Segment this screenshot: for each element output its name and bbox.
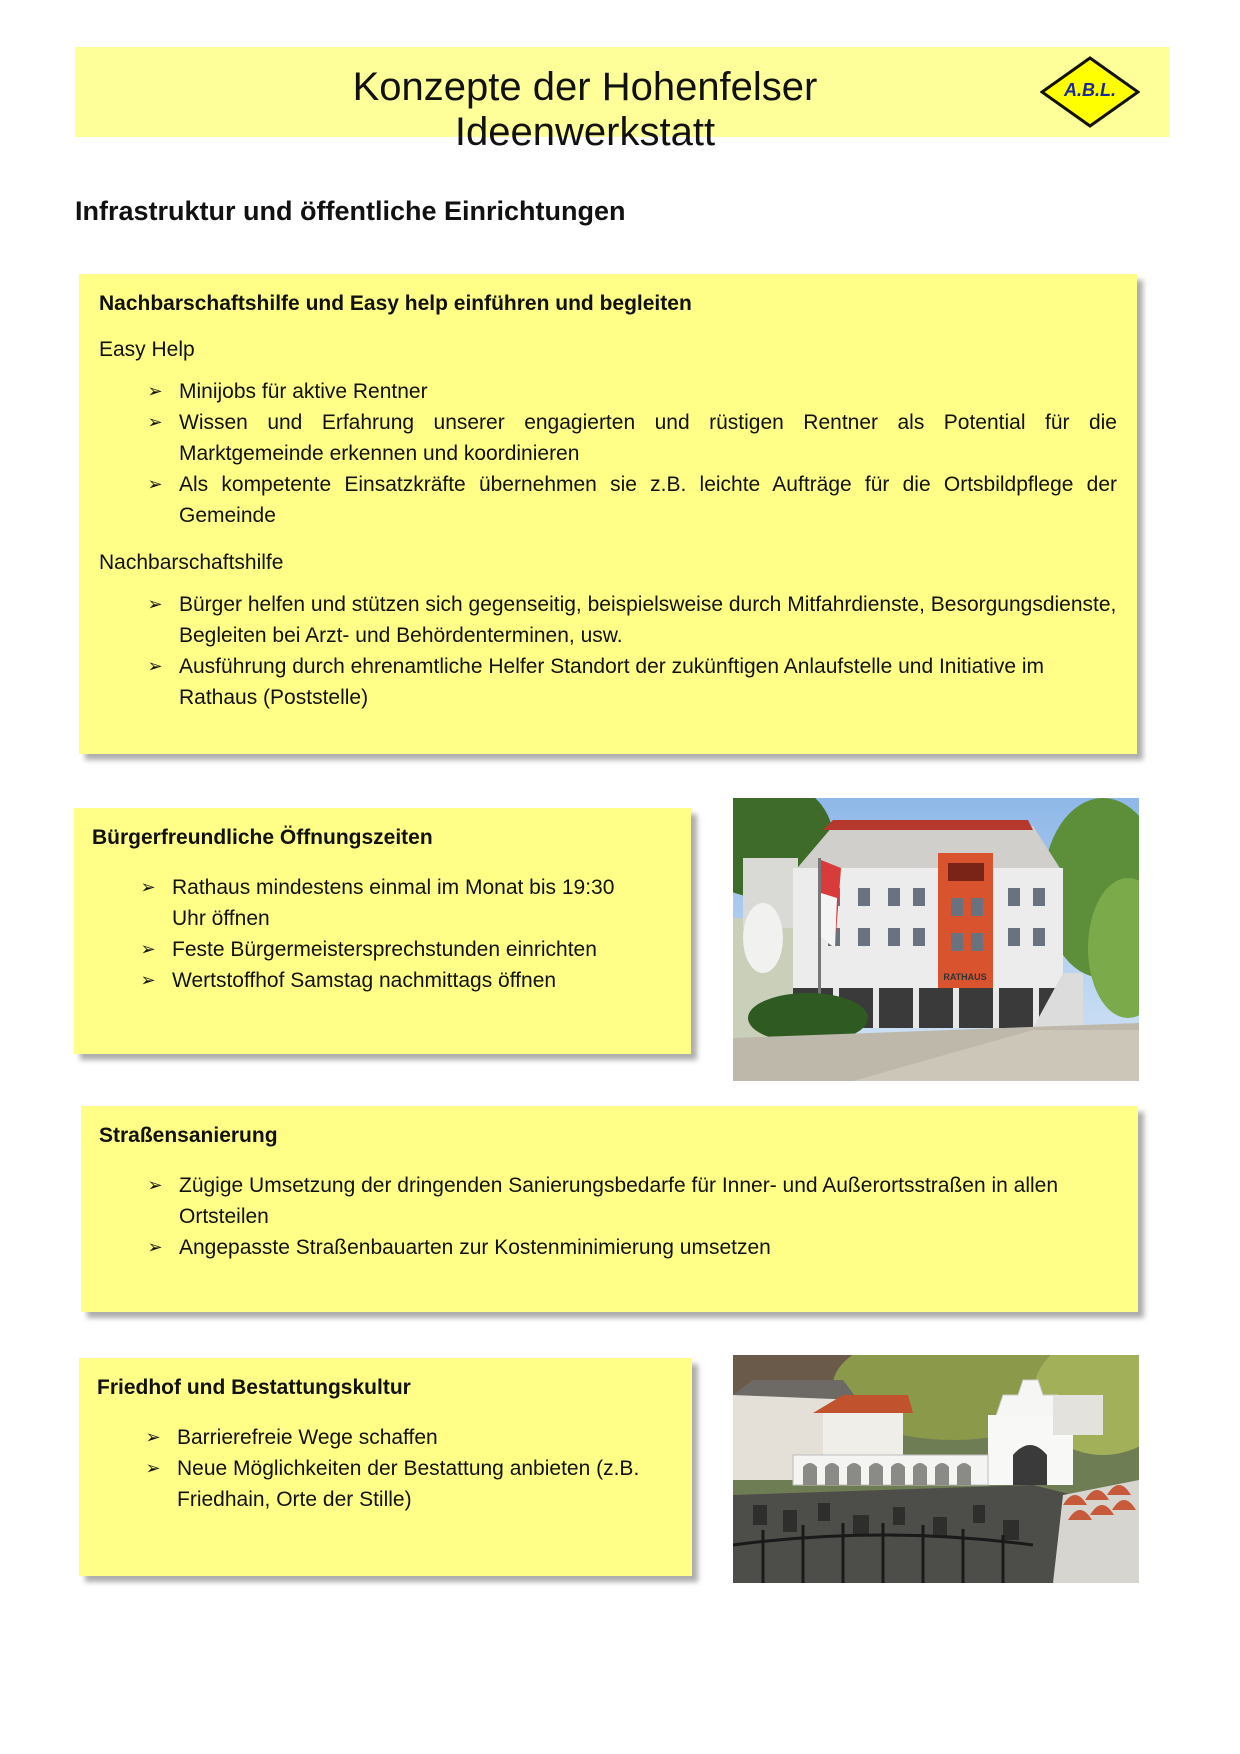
list-item: ➢ Minijobs für aktive Rentner: [139, 376, 1117, 407]
card-strassensanierung: [81, 1106, 1138, 1312]
list-item: ➢ Neue Möglichkeiten der Bestattung anbieten (z.B. Friedhain, Orte der Stille): [137, 1453, 647, 1515]
card-friedhof: [79, 1358, 692, 1576]
list-item: ➢ Zügige Umsetzung der dringenden Sanierungsbedarfe für Inner- und Außerortsstraßen in allen Ortsteilen: [139, 1170, 1099, 1232]
list-item: ➢ Wertstoffhof Samstag nachmittags öffnen: [132, 965, 642, 996]
list-item: ➢ Rathaus mindestens einmal im Monat bis 19:30 Uhr öffnen: [132, 872, 642, 934]
friedhof-list: [97, 1422, 647, 1515]
cemetery-image: [733, 1355, 1139, 1583]
card-oeffnungszeiten: [74, 808, 691, 1054]
card-title: Friedhof und Bestattungskultur: [97, 1376, 411, 1399]
easy-help-list: [99, 376, 1117, 531]
rathaus-sign: RATHAUS: [943, 972, 987, 982]
arrow-bullet-icon: ➢: [147, 594, 163, 614]
header-banner: [75, 47, 1170, 154]
arrow-bullet-icon: ➢: [147, 412, 163, 432]
rathaus-photo: [733, 798, 1139, 1081]
arrow-bullet-icon: ➢: [140, 970, 156, 990]
nachbarschaftshilfe-list: [99, 589, 1117, 713]
friedhof-photo: [733, 1355, 1139, 1583]
subheading-easy-help: Easy Help: [99, 338, 195, 361]
card-title: Straßensanierung: [99, 1124, 278, 1147]
arrow-bullet-icon: ➢: [147, 656, 163, 676]
arrow-bullet-icon: ➢: [145, 1458, 161, 1478]
arrow-bullet-icon: ➢: [147, 1175, 163, 1195]
list-item: ➢ Ausführung durch ehrenamtliche Helfer Standort der zukünftigen Anlaufstelle und Initiative im Rathaus (Poststelle): [139, 651, 1117, 713]
list-item: ➢ Als kompetente Einsatzkräfte übernehmen sie z.B. leichte Aufträge für die Ortsbildpflege der Gemeinde: [139, 469, 1117, 531]
abl-logo: [1040, 56, 1140, 128]
oeffnungszeiten-list: [92, 872, 642, 996]
subheading-nachbarschaftshilfe: Nachbarschaftshilfe: [99, 551, 284, 574]
logo-text: A.B.L.: [1064, 80, 1116, 100]
arrow-bullet-icon: ➢: [140, 877, 156, 897]
arrow-bullet-icon: ➢: [140, 939, 156, 959]
rathaus-building-image: [733, 798, 1139, 1081]
arrow-bullet-icon: ➢: [147, 474, 163, 494]
card-title: Nachbarschaftshilfe und Easy help einführen und begleiten: [99, 292, 692, 315]
list-item: ➢ Wissen und Erfahrung unserer engagierten und rüstigen Rentner als Potential für die Marktgemeinde erkennen und koordinieren: [139, 407, 1117, 469]
strassensanierung-list: [99, 1170, 1099, 1263]
list-item: ➢ Feste Bürgermeistersprechstunden einrichten: [132, 934, 642, 965]
list-item: ➢ Angepasste Straßenbauarten zur Kostenminimierung umsetzen: [139, 1232, 1099, 1263]
card-title: Bürgerfreundliche Öffnungszeiten: [92, 826, 433, 849]
card-nachbarschaftshilfe: [79, 274, 1137, 754]
section-title: Infrastruktur und öffentliche Einrichtungen: [75, 196, 626, 226]
arrow-bullet-icon: ➢: [145, 1427, 161, 1447]
list-item: ➢ Barrierefreie Wege schaffen: [137, 1422, 647, 1453]
arrow-bullet-icon: ➢: [147, 381, 163, 401]
arrow-bullet-icon: ➢: [147, 1237, 163, 1257]
page-title: Konzepte der Hohenfelser Ideenwerkstatt: [352, 65, 818, 154]
list-item: ➢ Bürger helfen und stützen sich gegenseitig, beispielsweise durch Mitfahrdienste, Besorgungsdienste, Begleiten bei Arzt- und Behördenterminen, usw.: [139, 589, 1117, 651]
